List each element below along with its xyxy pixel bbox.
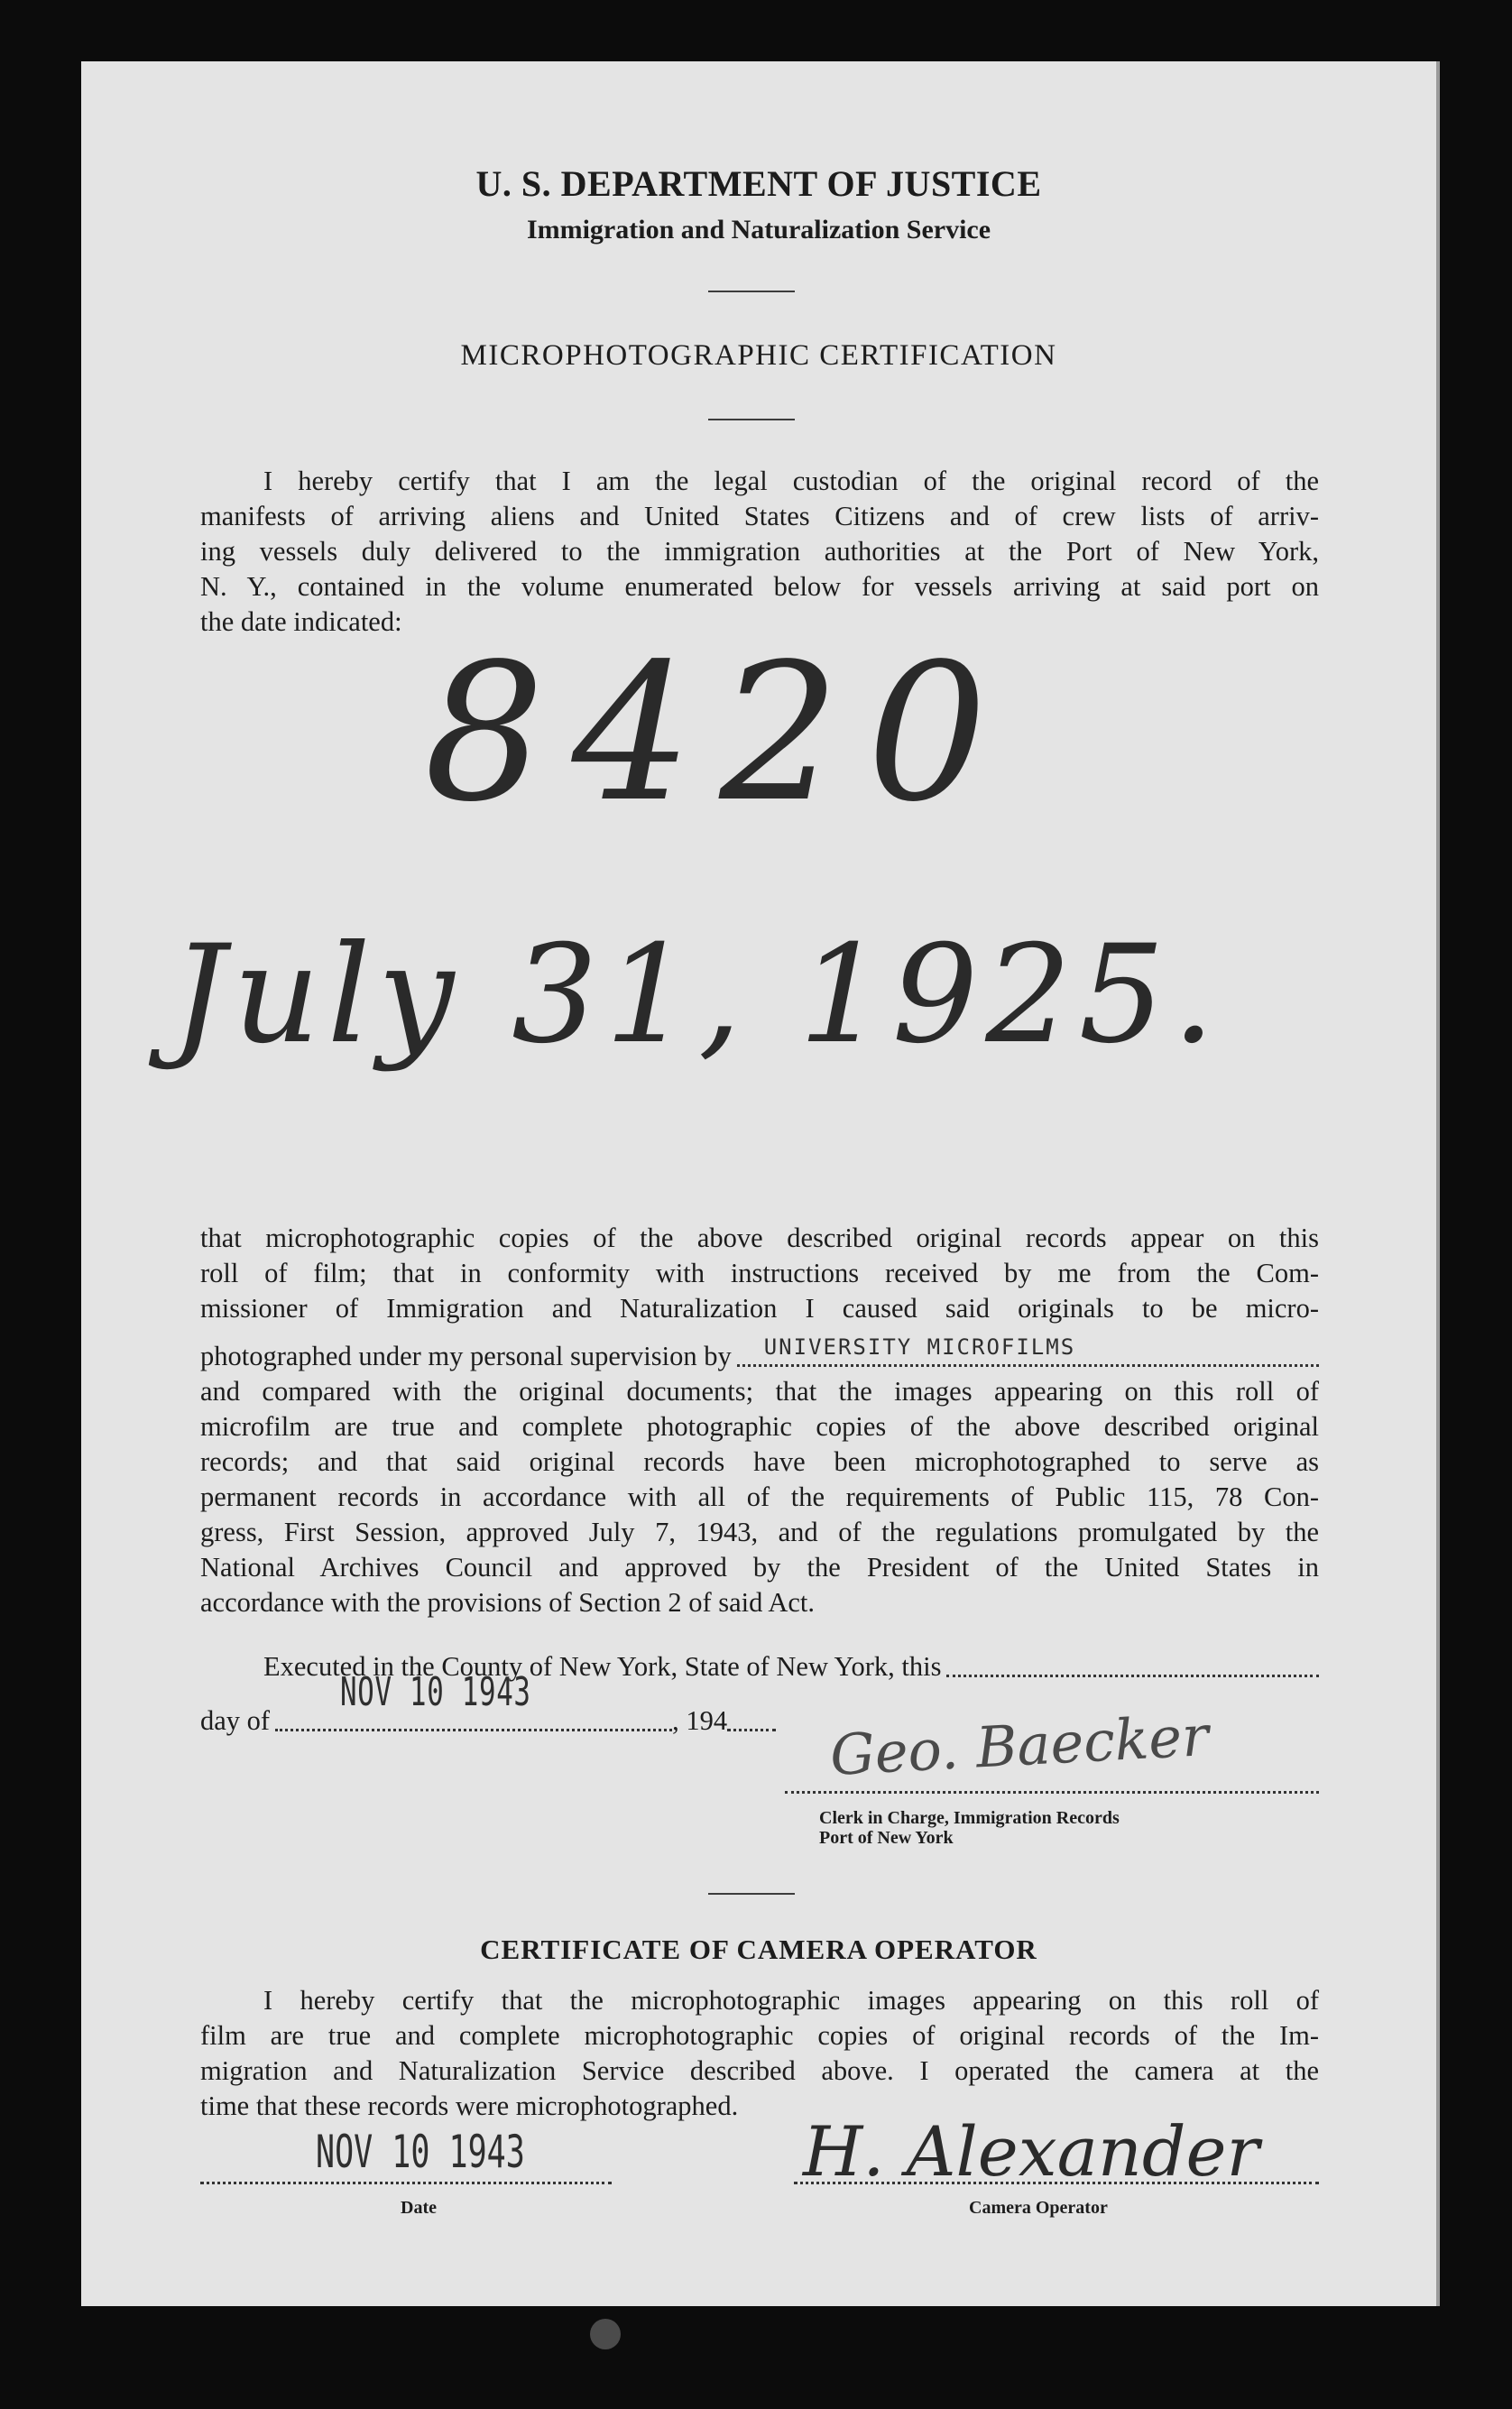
- operator-line: I hereby certify that the microphotographic images appearing on this roll of: [263, 1985, 1319, 2016]
- body-line: permanent records in accordance with all of the requirements of Public 115, 78 Con-: [200, 1481, 1319, 1512]
- camera-operator-heading: CERTIFICATE OF CAMERA OPERATOR: [480, 1934, 1037, 1965]
- body-line: roll of film; that in conformity with instructions received by me from the Com-: [200, 1258, 1319, 1288]
- arrival-date: July 31, 1925.: [171, 917, 1222, 1074]
- executed-text: Executed in the County of New York, State of New York, this: [263, 1651, 942, 1682]
- operator-label: Camera Operator: [969, 2198, 1108, 2218]
- supervision-line: [200, 1334, 1319, 1374]
- body-line: gress, First Session, approved July 7, 1943, and of the regulations promulgated by the: [200, 1517, 1319, 1547]
- service-subheading: Immigration and Naturalization Service: [526, 215, 991, 245]
- certification-title: MICROPHOTOGRAPHIC CERTIFICATION: [460, 339, 1057, 372]
- clerk-signature-line: [785, 1791, 1319, 1794]
- operator-line: film are true and complete microphotographic copies of original records of the Im-: [200, 2020, 1319, 2051]
- body-line: National Archives Council and approved by the President of the United States in: [200, 1552, 1319, 1583]
- camera-operator-paragraph: [200, 1983, 1319, 2124]
- operator-line: time that these records were microphotographed.: [200, 2091, 739, 2121]
- supervision-prefix: photographed under my personal supervision by: [200, 1341, 732, 1371]
- intro-paragraph: [200, 464, 1319, 640]
- day-of-label: day of: [200, 1705, 271, 1736]
- intro-line: manifests of arriving aliens and United States Citizens and of crew lists of arriv-: [200, 501, 1319, 531]
- day-of-stamp: NOV 10 1943: [340, 1669, 531, 1715]
- divider: [708, 291, 795, 292]
- body-line: missioner of Immigration and Naturalization I caused said originals to be micro-: [200, 1293, 1319, 1324]
- film-mark: [590, 2319, 621, 2349]
- day-of-field: [275, 1669, 672, 1731]
- intro-line: N. Y., contained in the volume enumerated below for vessels arriving at said port on: [200, 571, 1319, 602]
- body-line: microfilm are true and complete photographic copies of the above described original: [200, 1411, 1319, 1442]
- executed-day-field: [946, 1675, 1319, 1677]
- department-heading: U. S. DEPARTMENT OF JUSTICE: [475, 163, 1042, 204]
- year-field: [727, 1729, 776, 1731]
- clerk-title: Clerk in Charge, Immigration Records: [819, 1808, 1120, 1828]
- intro-line: the date indicated:: [200, 606, 402, 637]
- operator-signature: H. Alexander: [803, 2111, 1259, 2192]
- body-line: that microphotographic copies of the above described original records appear on this: [200, 1223, 1319, 1253]
- operator-line: migration and Naturalization Service described above. I operated the camera at the: [200, 2055, 1319, 2086]
- body-paragraph-b: [200, 1374, 1319, 1620]
- date-label: Date: [401, 2198, 437, 2218]
- divider: [708, 1893, 795, 1895]
- volume-number: 8420: [424, 623, 1015, 844]
- body-line: and compared with the original documents; that the images appearing on this roll of: [200, 1376, 1319, 1407]
- body-paragraph-a: [200, 1221, 1319, 1326]
- supervisor-field: [737, 1334, 1319, 1367]
- date-line: [200, 2182, 612, 2184]
- intro-line: ing vessels duly delivered to the immigration authorities at the Port of New York,: [200, 536, 1319, 567]
- supervisor-stamp: UNIVERSITY MICROFILMS: [763, 1334, 1076, 1360]
- clerk-signature: Geo. Baecker: [828, 1703, 1211, 1788]
- body-line: accordance with the provisions of Section 2 of said Act.: [200, 1587, 815, 1618]
- body-line: records; and that said original records have been microphotographed to serve as: [200, 1446, 1319, 1477]
- clerk-port: Port of New York: [819, 1828, 954, 1848]
- day-of-line: [200, 1669, 886, 1739]
- certificate-page: [81, 61, 1440, 2306]
- intro-line: I hereby certify that I am the legal custodian of the original record of the: [263, 466, 1319, 496]
- operator-signature-line: [794, 2182, 1319, 2184]
- year-prefix: , 194: [672, 1705, 728, 1736]
- divider: [708, 419, 795, 420]
- date-stamp: NOV 10 1943: [316, 2126, 525, 2178]
